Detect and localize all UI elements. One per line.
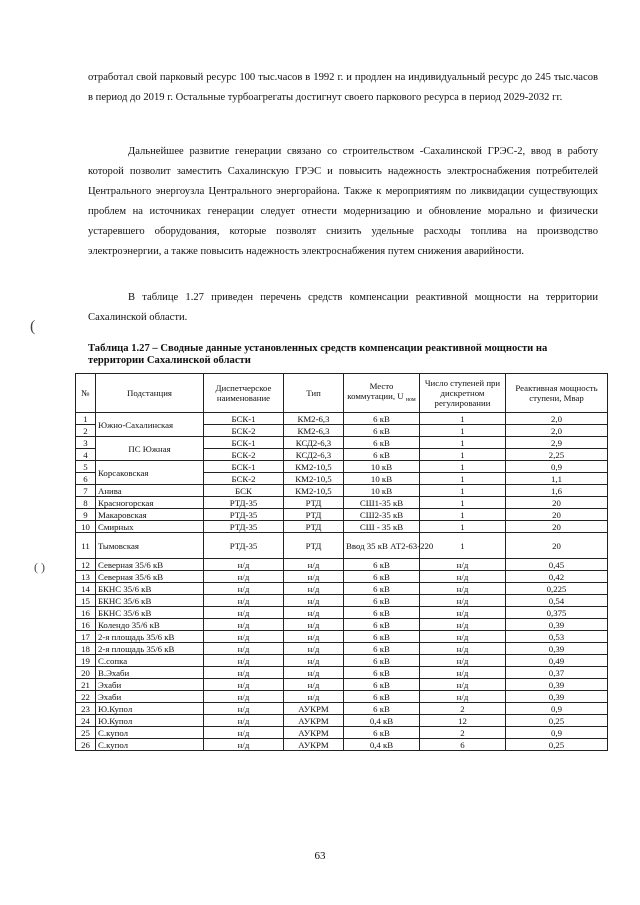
cell-substation: Северная 35/6 кВ [96, 559, 204, 571]
cell-place: СШ1-35 кВ [344, 497, 420, 509]
cell-power: 0,39 [506, 643, 608, 655]
cell-num: 5 [76, 461, 96, 473]
cell-substation: 2-я площадь 35/6 кВ [96, 631, 204, 643]
compensation-table [75, 373, 608, 751]
cell-num: 4 [76, 449, 96, 461]
cell-power: 0,42 [506, 571, 608, 583]
cell-steps: н/д [420, 655, 506, 667]
cell-steps: 1 [420, 533, 506, 559]
table-row [76, 667, 608, 679]
cell-dispatch: РТД-35 [204, 509, 284, 521]
cell-place: 10 кВ [344, 461, 420, 473]
cell-num: 12 [76, 559, 96, 571]
cell-power: 20 [506, 521, 608, 533]
cell-steps: 1 [420, 413, 506, 425]
cell-substation: Красногорская [96, 497, 204, 509]
cell-steps: 1 [420, 497, 506, 509]
cell-substation: Ю.Купол [96, 715, 204, 727]
cell-num: 24 [76, 715, 96, 727]
cell-dispatch: н/д [204, 631, 284, 643]
cell-type: КМ2-6,3 [284, 425, 344, 437]
cell-type: н/д [284, 583, 344, 595]
cell-substation: БКНС 35/6 кВ [96, 595, 204, 607]
cell-substation: Анива [96, 485, 204, 497]
cell-steps: н/д [420, 691, 506, 703]
cell-power: 2,9 [506, 437, 608, 449]
cell-substation: С.сопка [96, 655, 204, 667]
cell-power: 0,25 [506, 739, 608, 751]
cell-type: РТД [284, 521, 344, 533]
page-number: 63 [314, 850, 326, 862]
table-row [76, 571, 608, 583]
header-place-text: Место коммутации, U [347, 381, 404, 401]
table-row [76, 607, 608, 619]
table-row [76, 739, 608, 751]
cell-num: 20 [76, 667, 96, 679]
cell-power: 2,25 [506, 449, 608, 461]
cell-substation: БКНС 35/6 кВ [96, 583, 204, 595]
margin-mark: ( ) [34, 560, 45, 574]
header-power: Реактивная мощность ступени, Мвар [506, 374, 608, 413]
table-row [76, 437, 608, 449]
table-row [76, 619, 608, 631]
cell-dispatch: н/д [204, 619, 284, 631]
cell-substation: 2-я площадь 35/6 кВ [96, 643, 204, 655]
cell-type: н/д [284, 619, 344, 631]
cell-steps: н/д [420, 583, 506, 595]
cell-place: 6 кВ [344, 655, 420, 667]
table-row [76, 727, 608, 739]
header-dispatch: Диспетчерское наименование [204, 374, 284, 413]
cell-type: н/д [284, 643, 344, 655]
table-header-row [76, 374, 608, 413]
cell-substation: С.купол [96, 727, 204, 739]
cell-dispatch: БСК-1 [204, 461, 284, 473]
cell-type: РТД [284, 497, 344, 509]
cell-num: 14 [76, 583, 96, 595]
cell-power: 0,225 [506, 583, 608, 595]
cell-place: 6 кВ [344, 703, 420, 715]
cell-type: н/д [284, 679, 344, 691]
cell-substation: БКНС 35/6 кВ [96, 607, 204, 619]
cell-type: КСД2-6,3 [284, 449, 344, 461]
header-steps: Число ступеней при дискретном регулировании [420, 374, 506, 413]
cell-type: н/д [284, 691, 344, 703]
cell-place: 6 кВ [344, 413, 420, 425]
cell-dispatch: БСК-2 [204, 473, 284, 485]
cell-dispatch: н/д [204, 727, 284, 739]
cell-place: 6 кВ [344, 559, 420, 571]
table-row [76, 631, 608, 643]
cell-steps: н/д [420, 643, 506, 655]
table-row [76, 509, 608, 521]
cell-dispatch: РТД-35 [204, 533, 284, 559]
cell-substation: Северная 35/6 кВ [96, 571, 204, 583]
cell-type: н/д [284, 655, 344, 667]
table-row [76, 643, 608, 655]
cell-place: 10 кВ [344, 473, 420, 485]
cell-power: 1,1 [506, 473, 608, 485]
cell-place: 6 кВ [344, 691, 420, 703]
cell-steps: н/д [420, 595, 506, 607]
cell-type: н/д [284, 631, 344, 643]
cell-steps: н/д [420, 679, 506, 691]
cell-num: 18 [76, 643, 96, 655]
cell-num: 2 [76, 425, 96, 437]
cell-num: 1 [76, 413, 96, 425]
cell-power: 0,39 [506, 679, 608, 691]
cell-dispatch: н/д [204, 583, 284, 595]
cell-type: КСД2-6,3 [284, 437, 344, 449]
cell-dispatch: н/д [204, 715, 284, 727]
cell-num: 19 [76, 655, 96, 667]
cell-substation: Корсаковская [96, 461, 204, 485]
cell-substation: С.купол [96, 739, 204, 751]
cell-type: н/д [284, 667, 344, 679]
table-row [76, 521, 608, 533]
cell-dispatch: н/д [204, 703, 284, 715]
cell-type: КМ2-10,5 [284, 461, 344, 473]
cell-dispatch: н/д [204, 595, 284, 607]
cell-substation: ПС Южная [96, 437, 204, 461]
header-type: Тип [284, 374, 344, 413]
cell-num: 23 [76, 703, 96, 715]
cell-num: 21 [76, 679, 96, 691]
cell-power: 0,39 [506, 619, 608, 631]
table-row [76, 655, 608, 667]
cell-substation: В.Эхаби [96, 667, 204, 679]
cell-steps: 12 [420, 715, 506, 727]
cell-type: АУКРМ [284, 715, 344, 727]
cell-type: РТД [284, 509, 344, 521]
table-row [76, 595, 608, 607]
cell-substation: Южно-Сахалинская [96, 413, 204, 437]
cell-power: 0,45 [506, 559, 608, 571]
cell-steps: н/д [420, 607, 506, 619]
cell-place: 6 кВ [344, 571, 420, 583]
cell-dispatch: н/д [204, 643, 284, 655]
cell-dispatch: БСК-2 [204, 449, 284, 461]
cell-place: 0,4 кВ [344, 739, 420, 751]
cell-power: 20 [506, 509, 608, 521]
cell-num: 13 [76, 571, 96, 583]
cell-place: СШ - 35 кВ [344, 521, 420, 533]
cell-steps: н/д [420, 619, 506, 631]
header-place [344, 374, 420, 413]
cell-power: 0,39 [506, 691, 608, 703]
cell-power: 0,54 [506, 595, 608, 607]
cell-place: 10 кВ [344, 485, 420, 497]
margin-mark: ( [30, 318, 36, 335]
cell-substation: Смирных [96, 521, 204, 533]
cell-steps: 1 [420, 521, 506, 533]
cell-type: АУКРМ [284, 739, 344, 751]
cell-type: РТД [284, 533, 344, 559]
cell-dispatch: н/д [204, 667, 284, 679]
cell-type: н/д [284, 607, 344, 619]
cell-place: 6 кВ [344, 425, 420, 437]
cell-steps: 1 [420, 485, 506, 497]
cell-steps: 1 [420, 509, 506, 521]
cell-dispatch: н/д [204, 571, 284, 583]
cell-steps: н/д [420, 631, 506, 643]
cell-power: 1,6 [506, 485, 608, 497]
cell-dispatch: РТД-35 [204, 497, 284, 509]
cell-power: 0,375 [506, 607, 608, 619]
cell-place: 6 кВ [344, 437, 420, 449]
cell-dispatch: н/д [204, 655, 284, 667]
cell-power: 0,9 [506, 461, 608, 473]
cell-steps: 2 [420, 727, 506, 739]
cell-power: 0,9 [506, 727, 608, 739]
cell-power: 0,25 [506, 715, 608, 727]
cell-steps: 2 [420, 703, 506, 715]
cell-place: 6 кВ [344, 679, 420, 691]
cell-place: 6 кВ [344, 583, 420, 595]
table-row [76, 413, 608, 425]
cell-num: 6 [76, 473, 96, 485]
table-caption: Таблица 1.27 – Сводные данные установленных средств компенсации реактивной мощности на территории Сахалинской области [88, 343, 548, 366]
cell-type: АУКРМ [284, 727, 344, 739]
cell-place: 0,4 кВ [344, 715, 420, 727]
cell-place: 6 кВ [344, 643, 420, 655]
cell-power: 0,53 [506, 631, 608, 643]
cell-power: 0,49 [506, 655, 608, 667]
cell-power: 2,0 [506, 425, 608, 437]
cell-place: 6 кВ [344, 595, 420, 607]
cell-dispatch: БСК-2 [204, 425, 284, 437]
cell-substation: Эхаби [96, 679, 204, 691]
cell-type: КМ2-10,5 [284, 485, 344, 497]
cell-place: 6 кВ [344, 449, 420, 461]
header-num: № [76, 374, 96, 413]
cell-place: 6 кВ [344, 607, 420, 619]
table-row [76, 691, 608, 703]
table-row [76, 559, 608, 571]
cell-substation: Колендо 35/6 кВ [96, 619, 204, 631]
cell-type: н/д [284, 595, 344, 607]
cell-type: АУКРМ [284, 703, 344, 715]
cell-steps: 1 [420, 437, 506, 449]
table-row [76, 715, 608, 727]
cell-type: КМ2-10,5 [284, 473, 344, 485]
header-place-sub: ном [405, 397, 416, 403]
cell-num: 7 [76, 485, 96, 497]
cell-steps: н/д [420, 571, 506, 583]
table-row [76, 583, 608, 595]
cell-num: 16 [76, 607, 96, 619]
cell-steps: 1 [420, 425, 506, 437]
cell-dispatch: н/д [204, 607, 284, 619]
cell-num: 10 [76, 521, 96, 533]
cell-place: Ввод 35 кВ АТ2-63-220 [344, 533, 420, 559]
cell-num: 17 [76, 631, 96, 643]
cell-substation: Ю.Купол [96, 703, 204, 715]
cell-dispatch: РТД-35 [204, 521, 284, 533]
table-row [76, 703, 608, 715]
cell-steps: 1 [420, 449, 506, 461]
cell-dispatch: н/д [204, 691, 284, 703]
cell-place: 6 кВ [344, 727, 420, 739]
cell-dispatch: н/д [204, 739, 284, 751]
cell-num: 9 [76, 509, 96, 521]
cell-num: 16 [76, 619, 96, 631]
cell-dispatch: н/д [204, 679, 284, 691]
cell-dispatch: БСК-1 [204, 413, 284, 425]
cell-num: 3 [76, 437, 96, 449]
table-row [76, 485, 608, 497]
table-row [76, 533, 608, 559]
cell-dispatch: н/д [204, 559, 284, 571]
cell-num: 22 [76, 691, 96, 703]
paragraph-3: В таблице 1.27 приведен перечень средств компенсации реактивной мощности на территории Сахалинской области. [88, 292, 598, 323]
cell-num: 8 [76, 497, 96, 509]
cell-type: КМ2-6,3 [284, 413, 344, 425]
cell-power: 0,37 [506, 667, 608, 679]
cell-place: СШ2-35 кВ [344, 509, 420, 521]
header-substation: Подстанция [96, 374, 204, 413]
cell-num: 15 [76, 595, 96, 607]
cell-num: 25 [76, 727, 96, 739]
cell-substation: Эхаби [96, 691, 204, 703]
table-row [76, 497, 608, 509]
table-row [76, 679, 608, 691]
cell-dispatch: БСК [204, 485, 284, 497]
cell-power: 2,0 [506, 413, 608, 425]
cell-place: 6 кВ [344, 619, 420, 631]
cell-type: н/д [284, 571, 344, 583]
cell-power: 20 [506, 533, 608, 559]
cell-steps: н/д [420, 559, 506, 571]
cell-power: 20 [506, 497, 608, 509]
cell-num: 26 [76, 739, 96, 751]
paragraph-1: отработал свой парковый ресурс 100 тыс.часов в 1992 г. и продлен на индивидуальный ресурс до 245 тыс.часов в период до 2019 г. Остальные турбоагрегаты достигнут своего паркового ресурса в период 2029-2032 гг. [88, 72, 598, 103]
cell-power: 0,9 [506, 703, 608, 715]
table-row [76, 461, 608, 473]
cell-steps: 1 [420, 461, 506, 473]
paragraph-2: Дальнейшее развитие генерации связано со строительством -Сахалинской ГРЭС-2, ввод в работу которой позволит заместить Сахалинскую ГРЭС и повысить надежность электроснабжения потребителей Центрального энергоузла Центрального энергорайона. Также к мероприятиям по ликвидации существующих проблем на источниках генерации следует отнести модернизацию и обновление морально и физически устаревшего оборудования, которые позволят снизить удельные расходы топлива на производство электроэнергии, а также повысить надежность электроснабжения путем снижения аварийности. [88, 146, 598, 257]
cell-substation: Тымовская [96, 533, 204, 559]
cell-type: н/д [284, 559, 344, 571]
cell-steps: 1 [420, 473, 506, 485]
cell-dispatch: БСК-1 [204, 437, 284, 449]
cell-steps: н/д [420, 667, 506, 679]
cell-steps: 6 [420, 739, 506, 751]
cell-place: 6 кВ [344, 667, 420, 679]
cell-substation: Макаровская [96, 509, 204, 521]
cell-num: 11 [76, 533, 96, 559]
cell-place: 6 кВ [344, 631, 420, 643]
